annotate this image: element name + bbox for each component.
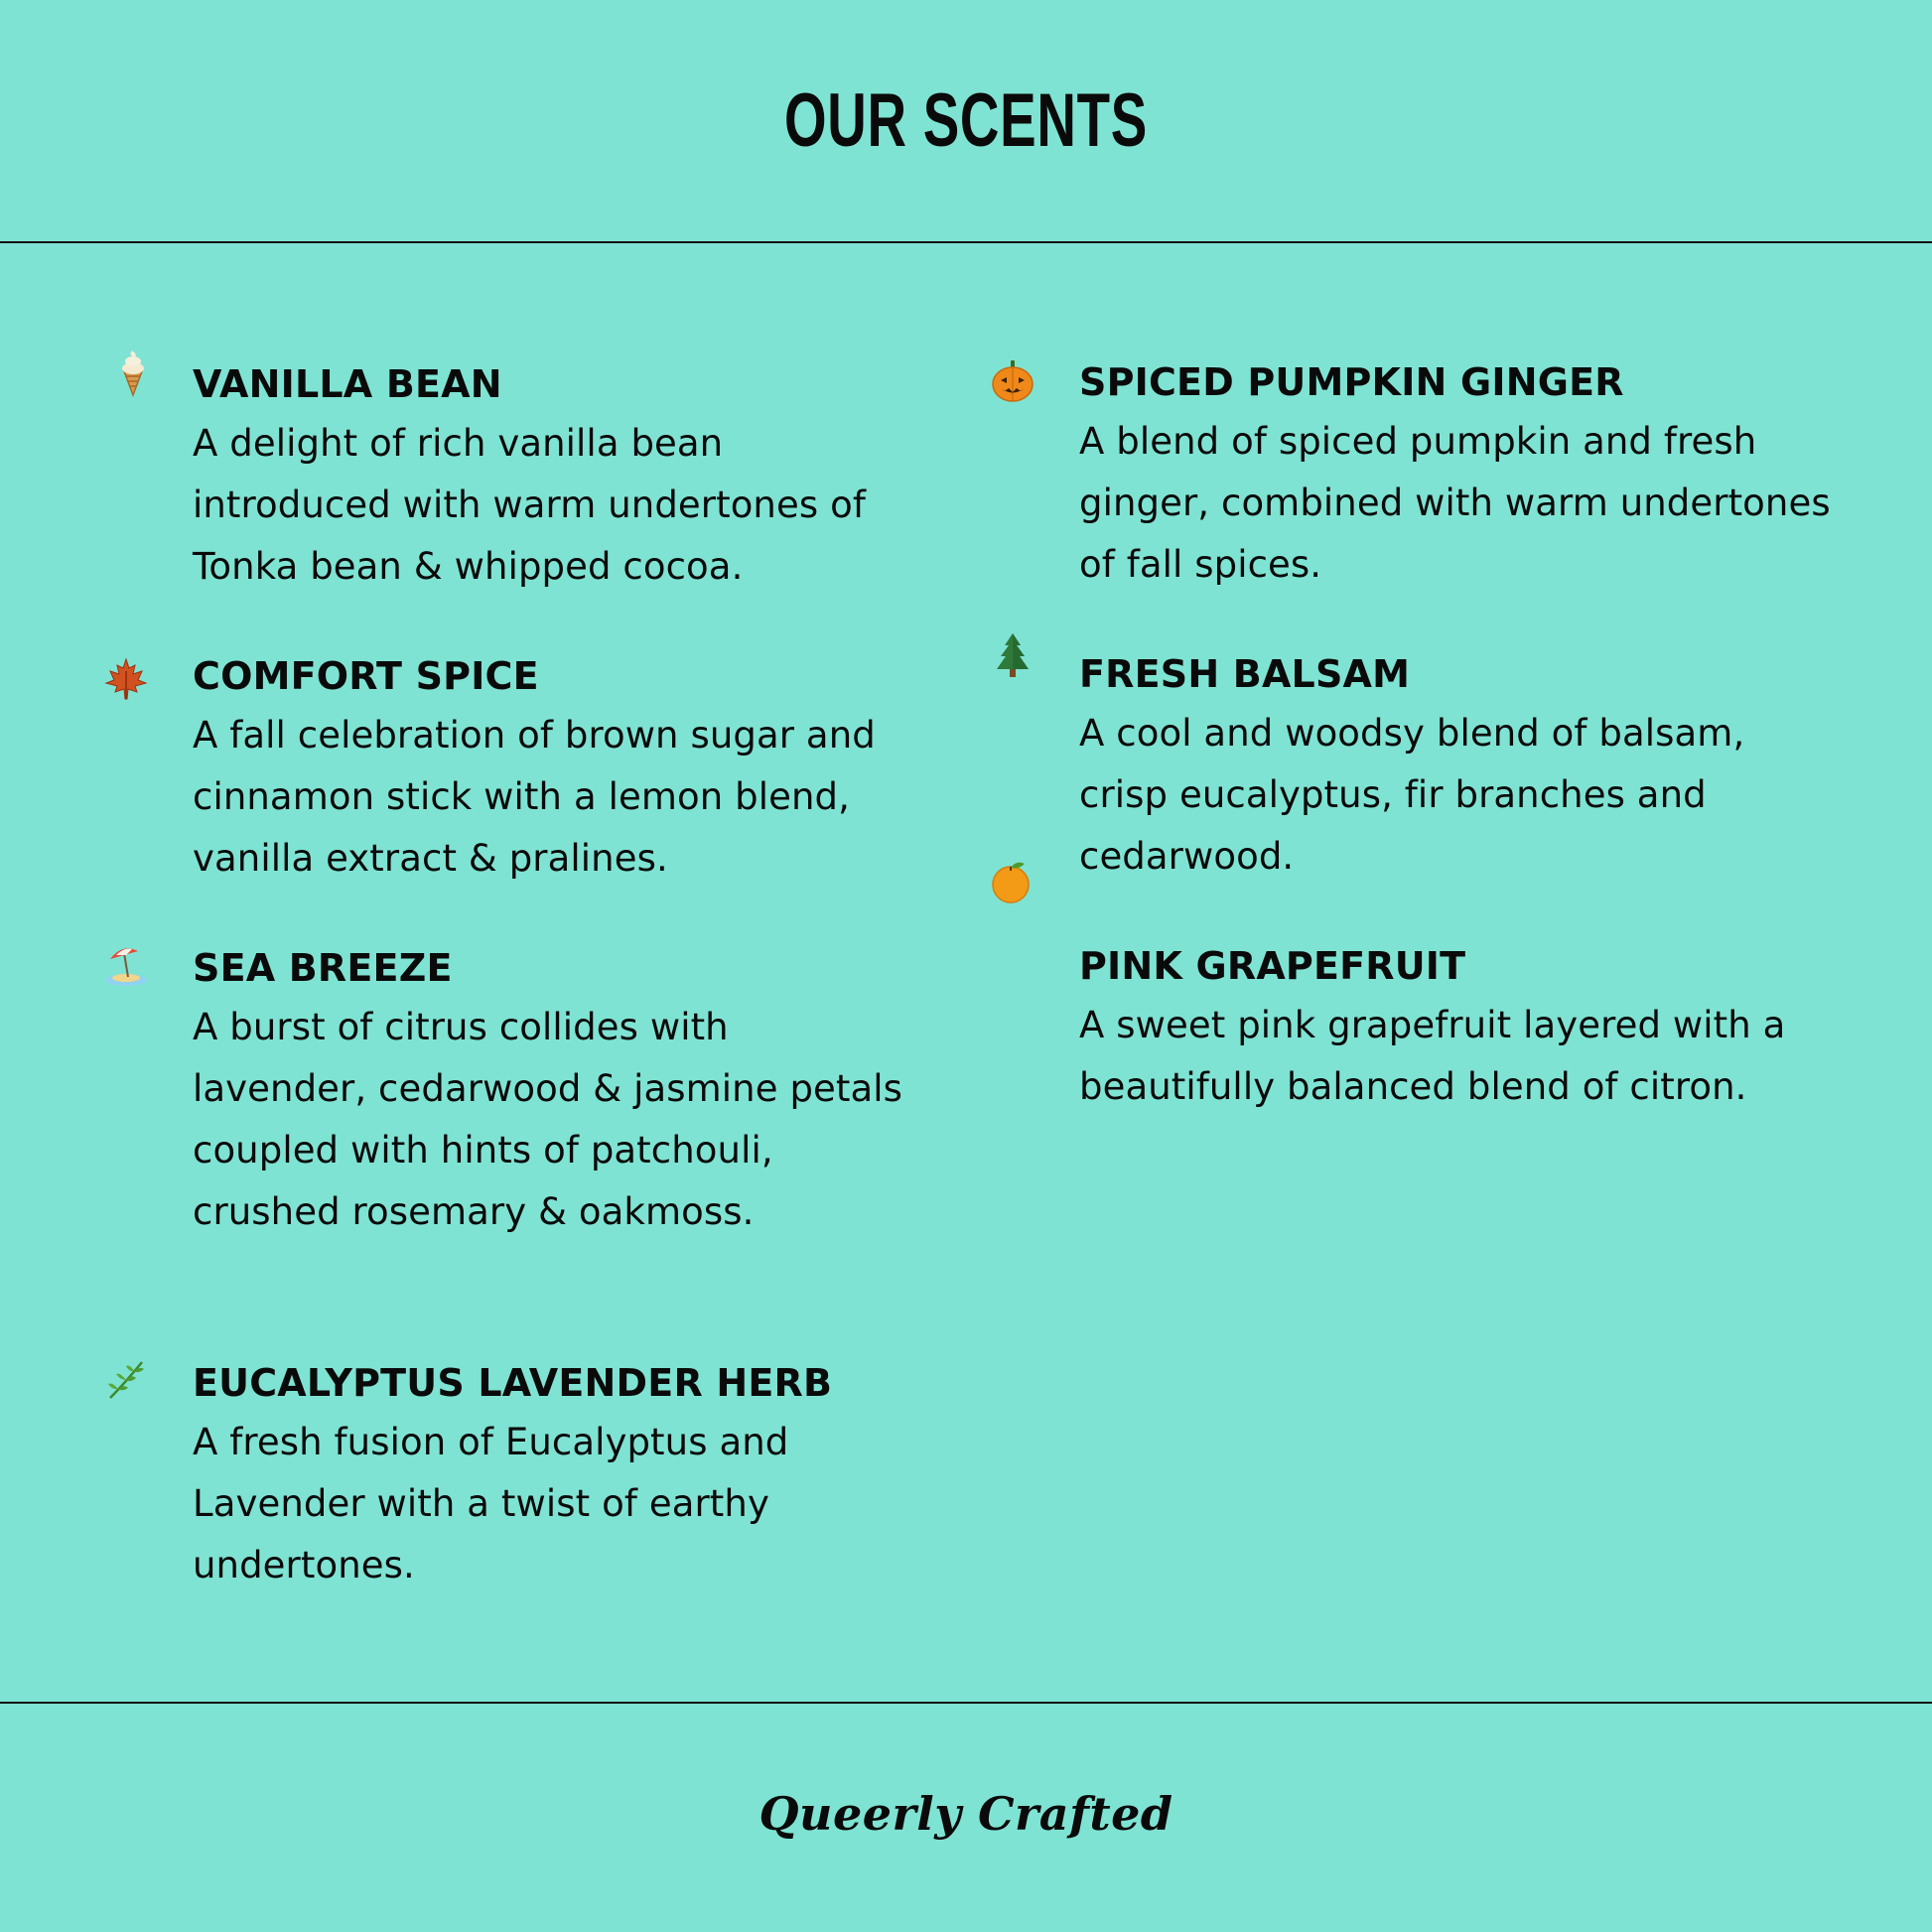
orange-icon <box>987 858 1035 905</box>
top-divider <box>0 241 1932 243</box>
scent-description: A fresh fusion of Eucalyptus and Lavender with a twist of earthy undertones. <box>193 1421 789 1587</box>
scent-description: A sweet pink grapefruit layered with a beautifully balanced blend of citron. <box>1079 1004 1786 1108</box>
scent-item-vanilla-bean <box>193 359 947 598</box>
scent-description: A blend of spiced pumpkin and fresh ginger, combined with warm undertones of fall spices. <box>1079 420 1831 586</box>
scent-name: SPICED PUMPKIN GINGER <box>1079 360 1624 404</box>
scent-item-fresh-balsam <box>1079 649 1834 888</box>
evergreen-tree-icon <box>989 631 1036 679</box>
scent-item-sea-breeze <box>193 943 947 1243</box>
scent-item-comfort-spice <box>193 651 947 890</box>
page-title: OUR SCENTS <box>784 78 1148 163</box>
scent-name: FRESH BALSAM <box>1079 652 1411 696</box>
scent-item-eucalyptus-lavender-herb <box>193 1358 947 1596</box>
herb-icon <box>102 1356 150 1404</box>
scent-description: A cool and woodsy blend of balsam, crisp eucalyptus, fir branches and cedarwood. <box>1079 712 1745 878</box>
scent-name: PINK GRAPEFRUIT <box>1079 944 1466 988</box>
jack-o-lantern-icon <box>989 357 1036 405</box>
beach-umbrella-icon <box>102 941 150 989</box>
scent-description: A delight of rich vanilla bean introduced with warm undertones of Tonka bean & whipped cocoa. <box>193 422 866 588</box>
scent-name: SEA BREEZE <box>193 946 453 990</box>
scent-name: EUCALYPTUS LAVENDER HERB <box>193 1361 833 1405</box>
scent-description: A burst of citrus collides with lavender, cedarwood & jasmine petals coupled with hints of patchouli, crushed rosemary & oakmoss. <box>193 1006 903 1233</box>
ice-cream-icon <box>109 349 157 397</box>
scent-item-spiced-pumpkin-ginger <box>1079 357 1834 596</box>
maple-leaf-icon <box>102 655 150 703</box>
scent-item-pink-grapefruit <box>1079 941 1834 1118</box>
scent-name: COMFORT SPICE <box>193 654 539 698</box>
scent-name: VANILLA BEAN <box>193 362 502 406</box>
scent-description: A fall celebration of brown sugar and cinnamon stick with a lemon blend, vanilla extract & pralines. <box>193 714 876 880</box>
brand-logo: Queerly Crafted <box>759 1787 1173 1841</box>
bottom-divider <box>0 1702 1932 1704</box>
